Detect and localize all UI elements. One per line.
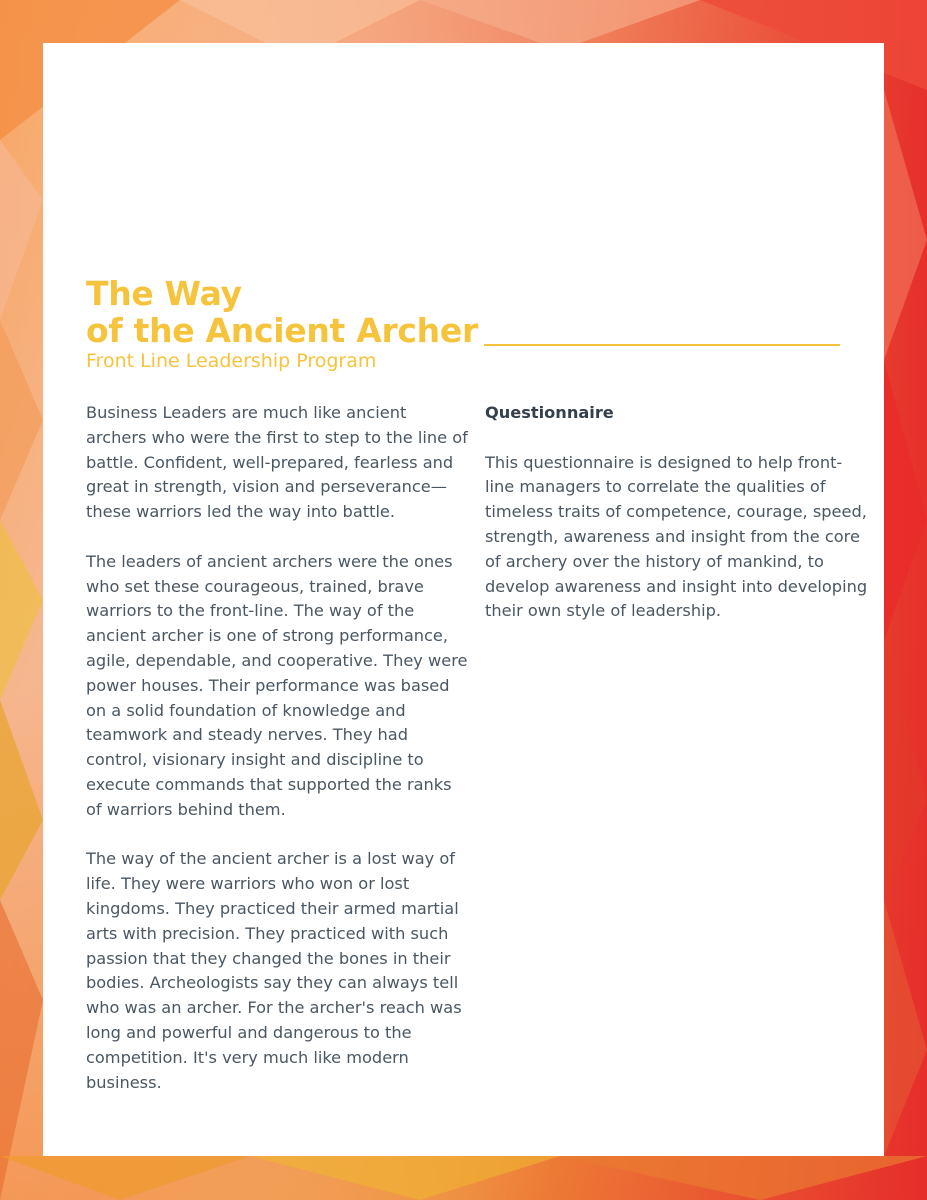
right-column: [485, 401, 870, 649]
title-underline-rule: [484, 344, 840, 346]
body-paragraph-2: The leaders of ancient archers were the ones who set these courageous, trained, brave warriors to the front-line. The way of the ancient archer is one of strong performance, agile, dependable, and cooperative. They were power houses. Their performance was based on a solid foundation of knowledge and teamwork and steady nerves. They had control, visionary insight and discipline to execute commands that supported the ranks of warriors behind them.: [86, 551, 468, 819]
body-paragraph-3: The way of the ancient archer is a lost way of life. They were warriors who won or lost kingdoms. They practiced their armed martial arts with precision. They practiced with such passion that they changed the bones in their bodies. Archeologists say they can always tell who was an archer. For the archer's reach was long and powerful and dangerous to the competition. It's very much like modern business.: [86, 849, 462, 1092]
questionnaire-paragraph: This questionnaire is designed to help front-line managers to correlate the qualities of timeless traits of competence, courage, speed, strength, awareness and insight from the core of archery over the history of mankind, to develop awareness and insight into developing their own style of leadership.: [485, 452, 868, 621]
left-column: [86, 401, 468, 1120]
white-page: [43, 43, 884, 1156]
title-line-1: The Way: [86, 274, 242, 313]
body-paragraph-1: Business Leaders are much like ancient archers who were the first to step to the line of battle. Confident, well-prepared, fearless and great in strength, vision and perseverance—these warriors led the way into battle.: [86, 403, 468, 522]
questionnaire-heading: Questionnaire: [485, 403, 614, 422]
title-line-2: of the Ancient Archer: [86, 311, 478, 350]
document-title: [86, 275, 478, 349]
document-subtitle: Front Line Leadership Program: [86, 350, 377, 372]
